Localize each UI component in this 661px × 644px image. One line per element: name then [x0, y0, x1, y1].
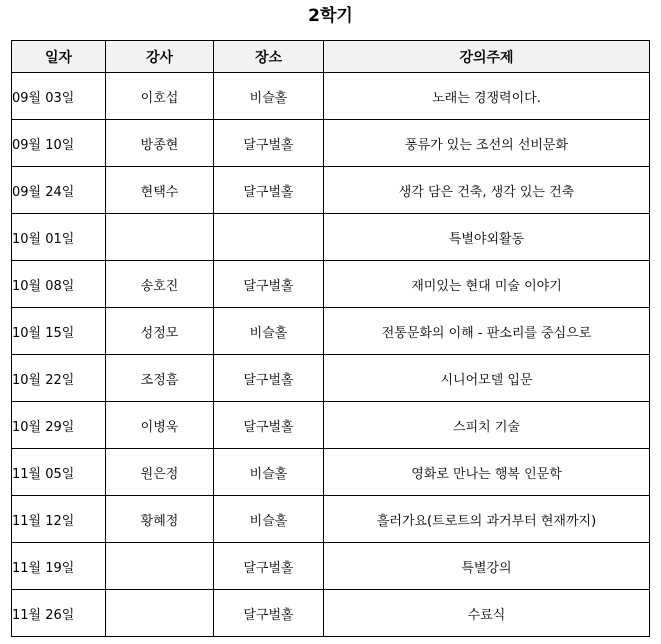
- cell-lecturer: 현택수: [106, 167, 214, 214]
- table-row: [12, 590, 650, 637]
- table-row: [12, 73, 650, 120]
- cell-venue: 비슬홀: [214, 308, 324, 355]
- cell-venue: 달구벌홀: [214, 543, 324, 590]
- table-row: [12, 308, 650, 355]
- cell-date: 10월 29일: [12, 402, 106, 449]
- cell-date: 11월 19일: [12, 543, 106, 590]
- cell-lecturer: 조정흠: [106, 355, 214, 402]
- table-row: [12, 214, 650, 261]
- table-row: [12, 496, 650, 543]
- cell-topic: 수료식: [324, 590, 650, 637]
- cell-date: 09월 24일: [12, 167, 106, 214]
- cell-date: 11월 26일: [12, 590, 106, 637]
- cell-date: 11월 05일: [12, 449, 106, 496]
- cell-date: 11월 12일: [12, 496, 106, 543]
- cell-lecturer: 성정모: [106, 308, 214, 355]
- cell-venue: 달구벌홀: [214, 167, 324, 214]
- cell-lecturer: 이호섭: [106, 73, 214, 120]
- cell-lecturer: [106, 543, 214, 590]
- cell-topic: 스피치 기술: [324, 402, 650, 449]
- cell-topic: 특별강의: [324, 543, 650, 590]
- column-header-lecturer: 강사: [106, 41, 214, 73]
- cell-lecturer: 황혜정: [106, 496, 214, 543]
- table-header-row: [12, 41, 650, 73]
- table-row: [12, 543, 650, 590]
- cell-topic: 재미있는 현대 미술 이야기: [324, 261, 650, 308]
- table-row: [12, 167, 650, 214]
- table-row: [12, 120, 650, 167]
- cell-lecturer: [106, 214, 214, 261]
- cell-topic: 시니어모델 입문: [324, 355, 650, 402]
- cell-date: 09월 10일: [12, 120, 106, 167]
- cell-venue: 달구벌홀: [214, 261, 324, 308]
- cell-venue: 달구벌홀: [214, 402, 324, 449]
- table-row: [12, 355, 650, 402]
- table-body: [12, 73, 650, 637]
- cell-date: 10월 08일: [12, 261, 106, 308]
- cell-lecturer: 이병욱: [106, 402, 214, 449]
- table-row: [12, 402, 650, 449]
- page-title: 2학기: [308, 6, 353, 26]
- cell-venue: 비슬홀: [214, 73, 324, 120]
- cell-date: 09월 03일: [12, 73, 106, 120]
- cell-venue: [214, 214, 324, 261]
- cell-lecturer: 송호진: [106, 261, 214, 308]
- cell-venue: 비슬홀: [214, 496, 324, 543]
- cell-date: 10월 01일: [12, 214, 106, 261]
- cell-venue: 달구벌홀: [214, 355, 324, 402]
- cell-lecturer: [106, 590, 214, 637]
- cell-topic: 영화로 만나는 행복 인문학: [324, 449, 650, 496]
- cell-date: 10월 22일: [12, 355, 106, 402]
- cell-lecturer: 방종현: [106, 120, 214, 167]
- column-header-venue: 장소: [214, 41, 324, 73]
- cell-topic: 생각 담은 건축, 생각 있는 건축: [324, 167, 650, 214]
- column-header-topic: 강의주제: [324, 41, 650, 73]
- lecture-schedule-table: [11, 40, 650, 637]
- cell-venue: 달구벌홀: [214, 590, 324, 637]
- cell-lecturer: 원은정: [106, 449, 214, 496]
- cell-topic: 특별야외활동: [324, 214, 650, 261]
- table-row: [12, 261, 650, 308]
- cell-topic: 전통문화의 이해 - 판소리를 중심으로: [324, 308, 650, 355]
- cell-topic: 풍류가 있는 조선의 선비문화: [324, 120, 650, 167]
- cell-topic: 흘러가요(트로트의 과거부터 현재까지): [324, 496, 650, 543]
- cell-venue: 비슬홀: [214, 449, 324, 496]
- cell-topic: 노래는 경쟁력이다.: [324, 73, 650, 120]
- cell-venue: 달구벌홀: [214, 120, 324, 167]
- cell-date: 10월 15일: [12, 308, 106, 355]
- table-row: [12, 449, 650, 496]
- column-header-date: 일자: [12, 41, 106, 73]
